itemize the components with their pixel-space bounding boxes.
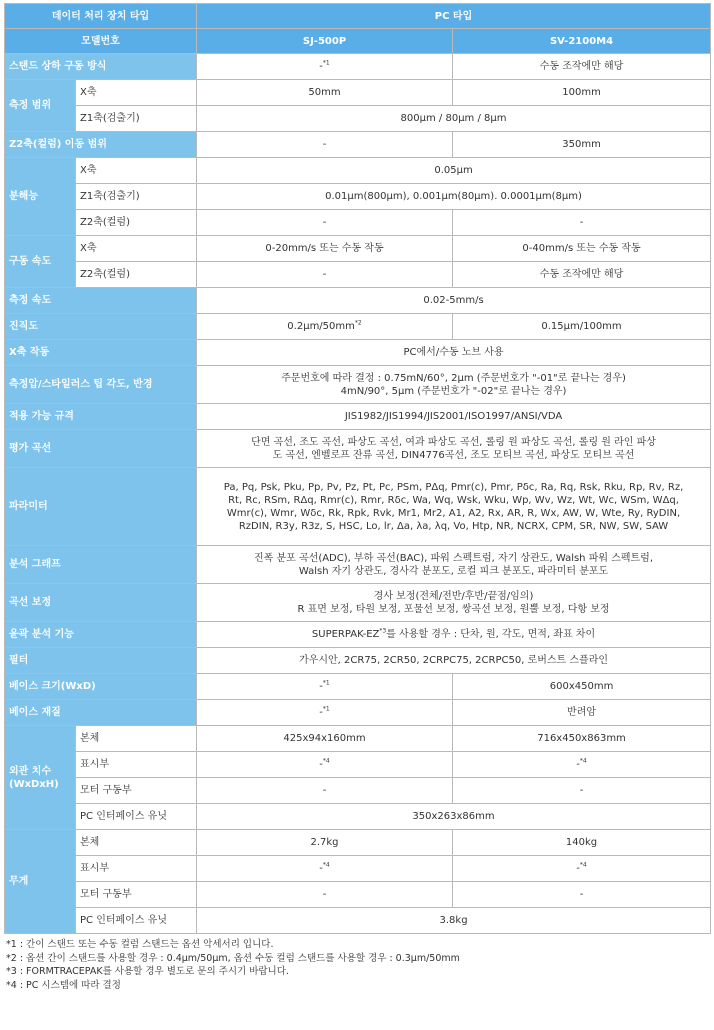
parameters-label: 파라미터	[5, 468, 197, 546]
dim-body-label: 본체	[76, 726, 197, 752]
filter-label: 필터	[5, 648, 197, 674]
footnote-1: *1 : 간이 스탠드 또는 수동 컬럼 스탠드는 옵션 악세서리 입니다.	[6, 939, 274, 950]
analysis-graph-line-2: Walsh 자기 상관도, 경사각 분포도, 로컬 피크 분포도, 파라미터 분포도	[298, 565, 609, 577]
base-size-a: -$^{*1}$	[197, 674, 453, 700]
weight-body-a: 2.7kg	[197, 830, 453, 856]
dim-body-b: 716x450x863mm	[453, 726, 711, 752]
footnotes	[6, 938, 714, 992]
parameters-line-3: Wmr(c), Wmr, Wδc, Rk, Rpk, Rvk, Mr1, Mr2, A1, A2, Rx, AR, R, Wx, AW, W, Wte, Ry, RyDIN,	[226, 507, 681, 519]
parameters-value	[197, 468, 711, 546]
base-size-b: 600x450mm	[453, 674, 711, 700]
res-z2-a: -	[197, 210, 453, 236]
drive-x-label: X축	[76, 236, 197, 262]
res-x-value: 0.05μm	[197, 158, 711, 184]
dim-motor-b: -	[453, 778, 711, 804]
force-tip-line-2: 4mN/90°, 5μm (주문번호가 "-02"로 끝나는 경우)	[340, 385, 567, 397]
range-z1-label: Z1축(검출기)	[76, 106, 197, 132]
measuring-range-label: 측정 범위	[5, 80, 76, 132]
res-z1-label: Z1축(검출기)	[76, 184, 197, 210]
weight-display-a: -$^{*4}$	[197, 856, 453, 882]
curve-compensation-line-2: R 표면 보정, 타원 보정, 포물선 보정, 쌍곡선 보정, 원뿔 보정, 다항 보정	[297, 603, 610, 615]
force-tip-value	[197, 366, 711, 404]
dim-display-b: -$^{*4}$	[453, 752, 711, 778]
z2-travel-label: Z2축(컬럼) 이동 범위	[5, 132, 197, 158]
analysis-graph-line-1: 진폭 분포 곡선(ADC), 부하 곡선(BAC), 파워 스펙트럼, 자기 상관도, Walsh 파워 스펙트럼,	[254, 552, 654, 564]
drive-speed-label: 구동 속도	[5, 236, 76, 288]
dim-pc-unit-label: PC 인터페이스 유닛	[76, 804, 197, 830]
stand-drive-a: -$^{*1}$	[197, 54, 453, 80]
x-operation-label: X축 작동	[5, 340, 197, 366]
weight-body-label: 본체	[76, 830, 197, 856]
curve-compensation-label: 곡선 보정	[5, 584, 197, 622]
contour-analysis-value: SUPERPAK-EZ$^{*3}$를 사용할 경우 : 단차, 원, 각도, 면적, 좌표 차이	[197, 622, 711, 648]
weight-label: 무게	[5, 830, 76, 934]
drive-x-b: 0-40mm/s 또는 수동 작동	[453, 236, 711, 262]
data-processor-type-label: 데이터 처리 장치 타입	[5, 4, 197, 29]
straightness-b: 0.15μm/100mm	[453, 314, 711, 340]
weight-pc-unit-value: 3.8kg	[197, 908, 711, 934]
res-z2-label: Z2축(컬럼)	[76, 210, 197, 236]
stand-drive-label: 스탠드 상하 구동 방식	[5, 54, 197, 80]
measuring-speed-value: 0.02-5mm/s	[197, 288, 711, 314]
straightness-label: 진직도	[5, 314, 197, 340]
drive-z2-b: 수동 조작에만 해당	[453, 262, 711, 288]
parameters-line-1: Pa, Pq, Psk, Pku, Pp, Pv, Pz, Pt, Pc, PSm, PΔq, Pmr(c), Pmr, Pδc, Ra, Rq, Rsk, Rku, Rp, Rv, Rz,	[223, 481, 684, 493]
x-operation-value: PC에서/수동 노브 사용	[197, 340, 711, 366]
footnote-4: *4 : PC 시스템에 따라 결정	[6, 979, 121, 991]
dimensions-label: 외관 치수 (WxDxH)	[5, 726, 76, 830]
spec-table	[4, 3, 711, 934]
data-processor-type-value: PC 타입	[197, 4, 711, 29]
curve-compensation-line-1: 경사 보정(전체/전반/후반/끝점/임의)	[373, 590, 534, 602]
resolution-label: 분해능	[5, 158, 76, 236]
dim-body-a: 425x94x160mm	[197, 726, 453, 752]
measuring-speed-label: 측정 속도	[5, 288, 197, 314]
dim-motor-a: -	[197, 778, 453, 804]
evaluation-curve-line-2: 도 곡선, 엔벨로프 잔류 곡선, DIN4776곡선, 조도 모티브 곡선, 파상도 모티브 곡선	[272, 449, 635, 461]
weight-body-b: 140kg	[453, 830, 711, 856]
range-x-b: 100mm	[453, 80, 711, 106]
range-z1-value: 800μm / 80μm / 8μm	[197, 106, 711, 132]
weight-motor-a: -	[197, 882, 453, 908]
weight-pc-unit-label: PC 인터페이스 유닛	[76, 908, 197, 934]
drive-z2-label: Z2축(컬럼)	[76, 262, 197, 288]
straightness-a: $0.2\mu m/50mm^{*2}$	[197, 314, 453, 340]
drive-x-a: 0-20mm/s 또는 수동 작동	[197, 236, 453, 262]
z2-travel-b: 350mm	[453, 132, 711, 158]
base-material-a: -$^{*1}$	[197, 700, 453, 726]
stand-drive-b: 수동 조작에만 해당	[453, 54, 711, 80]
weight-display-b: -$^{*4}$	[453, 856, 711, 882]
base-size-label: 베이스 크기(WxD)	[5, 674, 197, 700]
footnote-3: *3 : FORMTRACEPAK를 사용할 경우 별도로 문의 주시기 바랍니다.	[6, 966, 289, 977]
footnote-2: *2 : 옵션 간이 스탠드를 사용할 경우 : 0.4μm/50μm, 옵션 수동 컬럼 스탠드를 사용할 경우 : 0.3μm/50mm	[6, 952, 460, 964]
dim-display-a: -$^{*4}$	[197, 752, 453, 778]
force-tip-label: 측정압/스타일러스 팁 각도, 반경	[5, 366, 197, 404]
z2-travel-a: -	[197, 132, 453, 158]
parameters-line-4: RzDIN, R3y, R3z, S, HSC, Lo, lr, Δa, λa, λq, Vo, Htp, NR, NCRX, CPM, SR, NW, SW, SAW	[238, 520, 669, 532]
drive-z2-a: -	[197, 262, 453, 288]
model-b: SV-2100M4	[453, 29, 711, 54]
weight-motor-b: -	[453, 882, 711, 908]
model-number-label: 모델번호	[5, 29, 197, 54]
dim-motor-label: 모터 구동부	[76, 778, 197, 804]
parameters-line-2: Rt, Rc, RSm, RΔq, Rmr(c), Rmr, Rδc, Wa, Wq, Wsk, Wku, Wp, Wv, Wz, Wt, Wc, WSm, WΔq,	[228, 494, 679, 506]
analysis-graph-value	[197, 546, 711, 584]
evaluation-curve-line-1: 단면 곡선, 조도 곡선, 파상도 곡선, 여과 파상도 곡선, 롤링 원 파상도 곡선, 롤링 원 라인 파상	[251, 436, 656, 448]
standards-value: JIS1982/JIS1994/JIS2001/ISO1997/ANSI/VDA	[197, 404, 711, 430]
evaluation-curve-label: 평가 곡선	[5, 430, 197, 468]
res-z1-value: 0.01μm(800μm), 0.001μm(80μm). 0.0001μm(8μm)	[197, 184, 711, 210]
base-material-label: 베이스 재질	[5, 700, 197, 726]
dim-pc-unit-value: 350x263x86mm	[197, 804, 711, 830]
evaluation-curve-value	[197, 430, 711, 468]
analysis-graph-label: 분석 그래프	[5, 546, 197, 584]
base-material-b: 반려암	[453, 700, 711, 726]
model-a: SJ-500P	[197, 29, 453, 54]
curve-compensation-value	[197, 584, 711, 622]
range-x-a: 50mm	[197, 80, 453, 106]
weight-display-label: 표시부	[76, 856, 197, 882]
contour-analysis-label: 윤곽 분석 기능	[5, 622, 197, 648]
dim-display-label: 표시부	[76, 752, 197, 778]
filter-value: 가우시안, 2CR75, 2CR50, 2CRPC75, 2CRPC50, 로버스트 스플라인	[197, 648, 711, 674]
res-x-label: X축	[76, 158, 197, 184]
standards-label: 적용 가능 규격	[5, 404, 197, 430]
weight-motor-label: 모터 구동부	[76, 882, 197, 908]
range-x-label: X축	[76, 80, 197, 106]
force-tip-line-1: 주문번호에 따라 결정 : 0.75mN/60°, 2μm (주문번호가 "-01"로 끝나는 경우)	[281, 372, 626, 384]
res-z2-b: -	[453, 210, 711, 236]
